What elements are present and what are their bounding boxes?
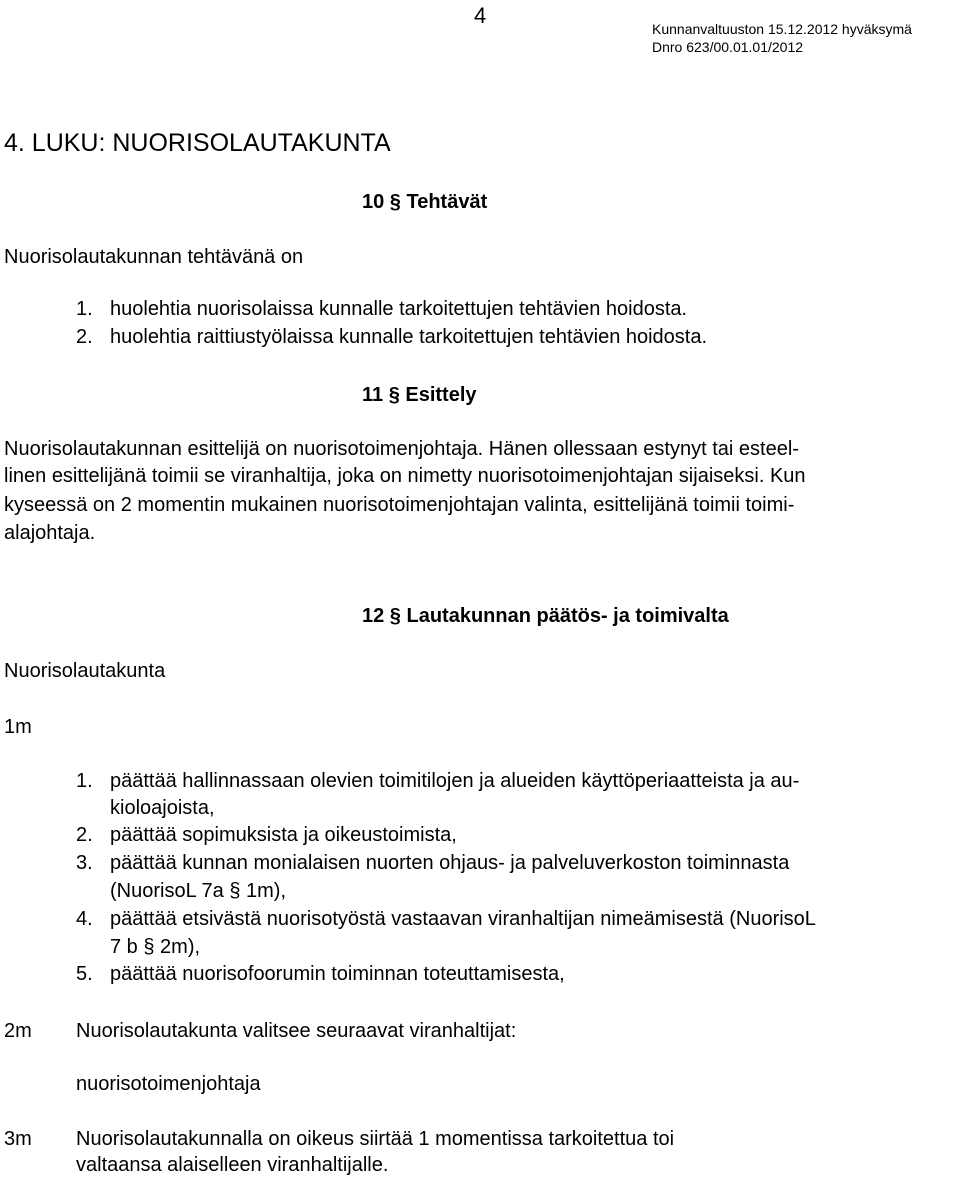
list-item-number: 4.: [76, 908, 93, 930]
paragraph-line: kyseessä on 2 momentin mukainen nuorisotoimenjohtajan valinta, esittelijänä toimii toimi-: [4, 494, 795, 516]
list-item-number: 2.: [76, 326, 93, 348]
list-item-text: päättää nuorisofoorumin toiminnan toteuttamisesta,: [110, 963, 565, 985]
list-item-text: päättää sopimuksista ja oikeustoimista,: [110, 824, 457, 846]
paragraph-line: Nuorisolautakunnan esittelijä on nuorisotoimenjohtaja. Hänen ollessaan estynyt tai esteel-: [4, 438, 799, 460]
list-item-number: 1.: [76, 770, 93, 792]
list-item-text: kioloajoista,: [110, 797, 215, 819]
page-number: 4: [474, 3, 487, 28]
list-item-text: huolehtia nuorisolaissa kunnalle tarkoitettujen tehtävien hoidosta.: [110, 298, 688, 320]
list-item-text: päättää kunnan monialaisen nuorten ohjaus- ja palveluverkoston toiminnasta: [110, 852, 790, 874]
moment-2-text: Nuorisolautakunta valitsee seuraavat viranhaltijat:: [76, 1020, 517, 1042]
moment-2-label: 2m: [4, 1020, 32, 1042]
list-item-number: 1.: [76, 298, 93, 320]
approval-line: Kunnanvaltuuston 15.12.2012 hyväksymä: [652, 21, 912, 37]
section-10-intro: Nuorisolautakunnan tehtävänä on: [4, 246, 304, 268]
section-12-subject: Nuorisolautakunta: [4, 660, 166, 682]
list-item-text: (NuorisoL 7a § 1m),: [110, 880, 286, 902]
list-item-text: päättää etsivästä nuorisotyöstä vastaavan viranhaltijan nimeämisestä (NuorisoL: [110, 908, 816, 930]
section-10-heading: 10 § Tehtävät: [362, 191, 488, 213]
moment-3-text: valtaansa alaiselleen viranhaltijalle.: [76, 1154, 389, 1176]
list-item-text: huolehtia raittiustyölaissa kunnalle tarkoitettujen tehtävien hoidosta.: [110, 326, 708, 348]
list-item-text: päättää hallinnassaan olevien toimitilojen ja alueiden käyttöperiaatteista ja au-: [110, 770, 800, 792]
moment-1-label: 1m: [4, 716, 32, 738]
moment-3-text: Nuorisolautakunnalla on oikeus siirtää 1 momentissa tarkoitettua toi: [76, 1128, 675, 1150]
list-item-number: 3.: [76, 852, 93, 874]
section-11-heading: 11 § Esittely: [362, 384, 477, 406]
list-item-text: 7 b § 2m),: [110, 936, 201, 958]
section-12-heading: 12 § Lautakunnan päätös- ja toimivalta: [362, 605, 729, 627]
moment-2-official: nuorisotoimenjohtaja: [76, 1073, 261, 1095]
paragraph-line: linen esittelijänä toimii se viranhaltija, joka on nimetty nuorisotoimenjohtajan sijaiseksi. Kun: [4, 465, 806, 487]
paragraph-line: alajohtaja.: [4, 522, 96, 544]
record-number: Dnro 623/00.01.01/2012: [652, 39, 804, 55]
moment-3-label: 3m: [4, 1128, 32, 1150]
list-item-number: 2.: [76, 824, 93, 846]
list-item-number: 5.: [76, 963, 93, 985]
chapter-title: 4. LUKU: NUORISOLAUTAKUNTA: [4, 129, 391, 157]
